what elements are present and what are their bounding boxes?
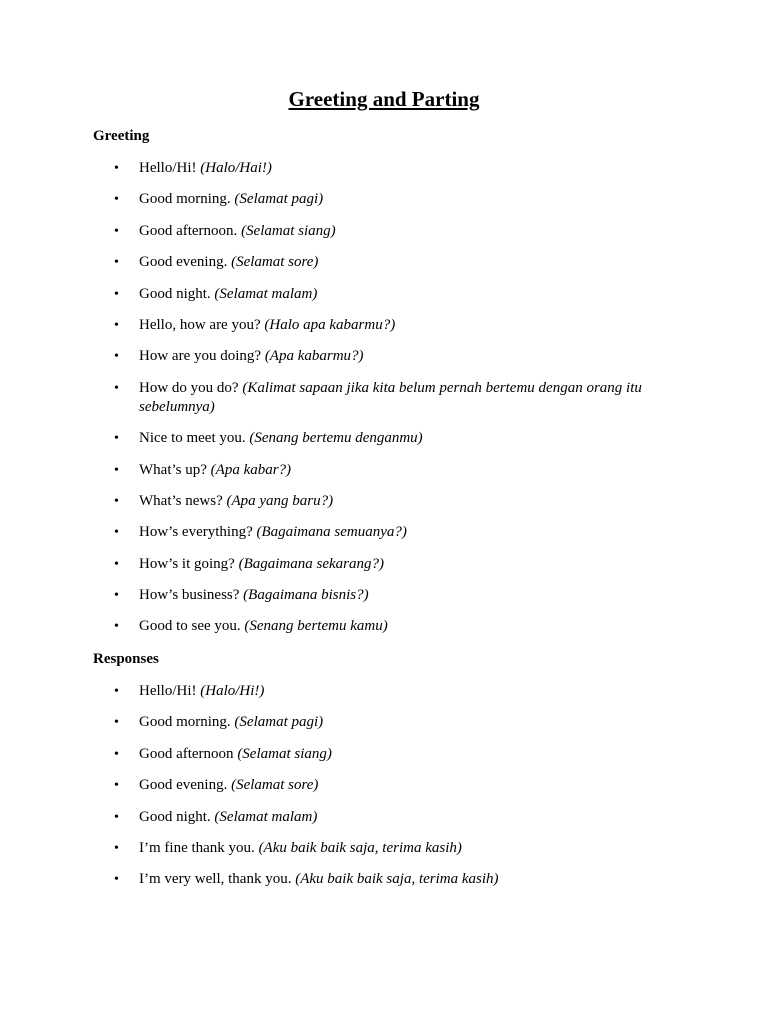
indonesian-translation: (Selamat sore) — [231, 777, 319, 794]
indonesian-translation: (Halo/Hai!) — [200, 160, 272, 176]
indonesian-translation: (Halo apa kabarmu?) — [264, 316, 396, 333]
section-heading-responses: Responses — [93, 651, 159, 667]
bullet-icon: • — [114, 872, 119, 888]
english-phrase: Good evening. — [139, 254, 228, 271]
indonesian-translation: (Apa kabar?) — [210, 461, 292, 478]
list-item — [0, 776, 768, 795]
list-item — [0, 159, 768, 178]
bullet-icon: • — [114, 380, 119, 396]
list-item — [0, 429, 768, 448]
list-item — [0, 190, 768, 209]
english-phrase: Good morning. — [139, 714, 231, 731]
indonesian-translation: (Selamat malam) — [214, 285, 318, 302]
indonesian-translation: (Selamat siang) — [237, 745, 332, 762]
bullet-icon: • — [114, 778, 119, 794]
indonesian-translation: (Aku baik baik saja, terima kasih) — [295, 871, 499, 888]
english-phrase: Good afternoon. — [139, 222, 238, 239]
english-phrase: I’m very well, thank you. — [139, 871, 292, 888]
bullet-icon: • — [114, 349, 119, 365]
bullet-icon: • — [114, 809, 119, 825]
page-title: Greeting and Parting — [288, 87, 480, 111]
indonesian-translation: (Apa yang baru?) — [226, 492, 334, 509]
english-phrase: How’s it going? — [139, 555, 235, 572]
indonesian-translation: (Aku baik baik saja, terima kasih) — [258, 839, 462, 856]
bullet-icon: • — [114, 223, 119, 239]
bullet-icon: • — [114, 525, 119, 541]
bullet-icon: • — [114, 684, 119, 699]
list-item — [0, 682, 768, 701]
indonesian-translation: (Senang bertemu denganmu) — [249, 430, 423, 447]
bullet-icon: • — [114, 286, 119, 302]
list-item — [0, 222, 768, 241]
list-item — [0, 586, 768, 605]
english-phrase: Good morning. — [139, 191, 231, 208]
bullet-icon: • — [114, 317, 119, 333]
list-item — [0, 555, 768, 574]
english-phrase: How are you doing? — [139, 348, 262, 365]
bullet-icon: • — [114, 715, 119, 731]
list-item — [0, 379, 768, 417]
greeting-list — [0, 159, 768, 649]
list-item — [0, 492, 768, 511]
english-phrase: Hello/Hi! — [139, 683, 197, 699]
list-item — [0, 745, 768, 764]
bullet-icon: • — [114, 588, 119, 604]
english-phrase: Good evening. — [139, 777, 228, 794]
bullet-icon: • — [114, 462, 119, 478]
indonesian-translation: (Selamat siang) — [241, 222, 336, 239]
english-phrase: Nice to meet you. — [139, 430, 246, 447]
bullet-icon: • — [114, 431, 119, 447]
english-phrase: How’s everything? — [139, 524, 253, 541]
list-item — [0, 347, 768, 366]
bullet-icon: • — [114, 493, 119, 509]
english-phrase: Hello, how are you? — [139, 316, 261, 333]
list-item — [0, 285, 768, 304]
list-item — [0, 808, 768, 827]
bullet-icon: • — [114, 746, 119, 762]
indonesian-translation: (Bagaimana sekarang?) — [238, 555, 384, 572]
english-phrase: Hello/Hi! — [139, 160, 197, 176]
bullet-icon: • — [114, 192, 119, 208]
indonesian-translation: (Senang bertemu kamu) — [244, 618, 388, 635]
indonesian-translation: (Selamat sore) — [231, 254, 319, 271]
indonesian-translation: (Bagaimana bisnis?) — [243, 587, 369, 604]
list-item — [0, 523, 768, 542]
english-phrase: How do you do? — [139, 379, 239, 396]
bullet-icon: • — [114, 619, 119, 635]
english-phrase: What’s news? — [139, 492, 223, 509]
english-phrase: I’m fine thank you. — [139, 839, 255, 856]
english-phrase: Good afternoon — [139, 745, 234, 762]
responses-list — [0, 682, 768, 902]
list-item — [0, 461, 768, 480]
list-item — [0, 316, 768, 335]
english-phrase: Good night. — [139, 285, 211, 302]
indonesian-translation: (Apa kabarmu?) — [264, 348, 364, 365]
english-phrase: Good to see you. — [139, 618, 241, 635]
indonesian-translation: (Bagaimana semuanya?) — [256, 524, 407, 541]
indonesian-translation: (Selamat malam) — [214, 808, 318, 825]
list-item — [0, 839, 768, 858]
english-phrase: What’s up? — [139, 461, 207, 478]
english-phrase: How’s business? — [139, 587, 240, 604]
indonesian-translation: (Selamat pagi) — [234, 191, 324, 208]
list-item — [0, 253, 768, 272]
bullet-icon: • — [114, 556, 119, 572]
indonesian-translation: (Kalimat sapaan jika kita belum pernah bertemu dengan orang itu sebelumnya) — [139, 379, 642, 415]
list-item — [0, 617, 768, 636]
english-phrase: Good night. — [139, 808, 211, 825]
indonesian-translation: (Selamat pagi) — [234, 714, 324, 731]
list-item — [0, 870, 768, 889]
bullet-icon: • — [114, 840, 119, 856]
indonesian-translation: (Halo/Hi!) — [200, 683, 265, 699]
list-item — [0, 713, 768, 732]
bullet-icon: • — [114, 255, 119, 271]
section-heading-greeting: Greeting — [93, 128, 150, 144]
bullet-icon: • — [114, 161, 119, 176]
